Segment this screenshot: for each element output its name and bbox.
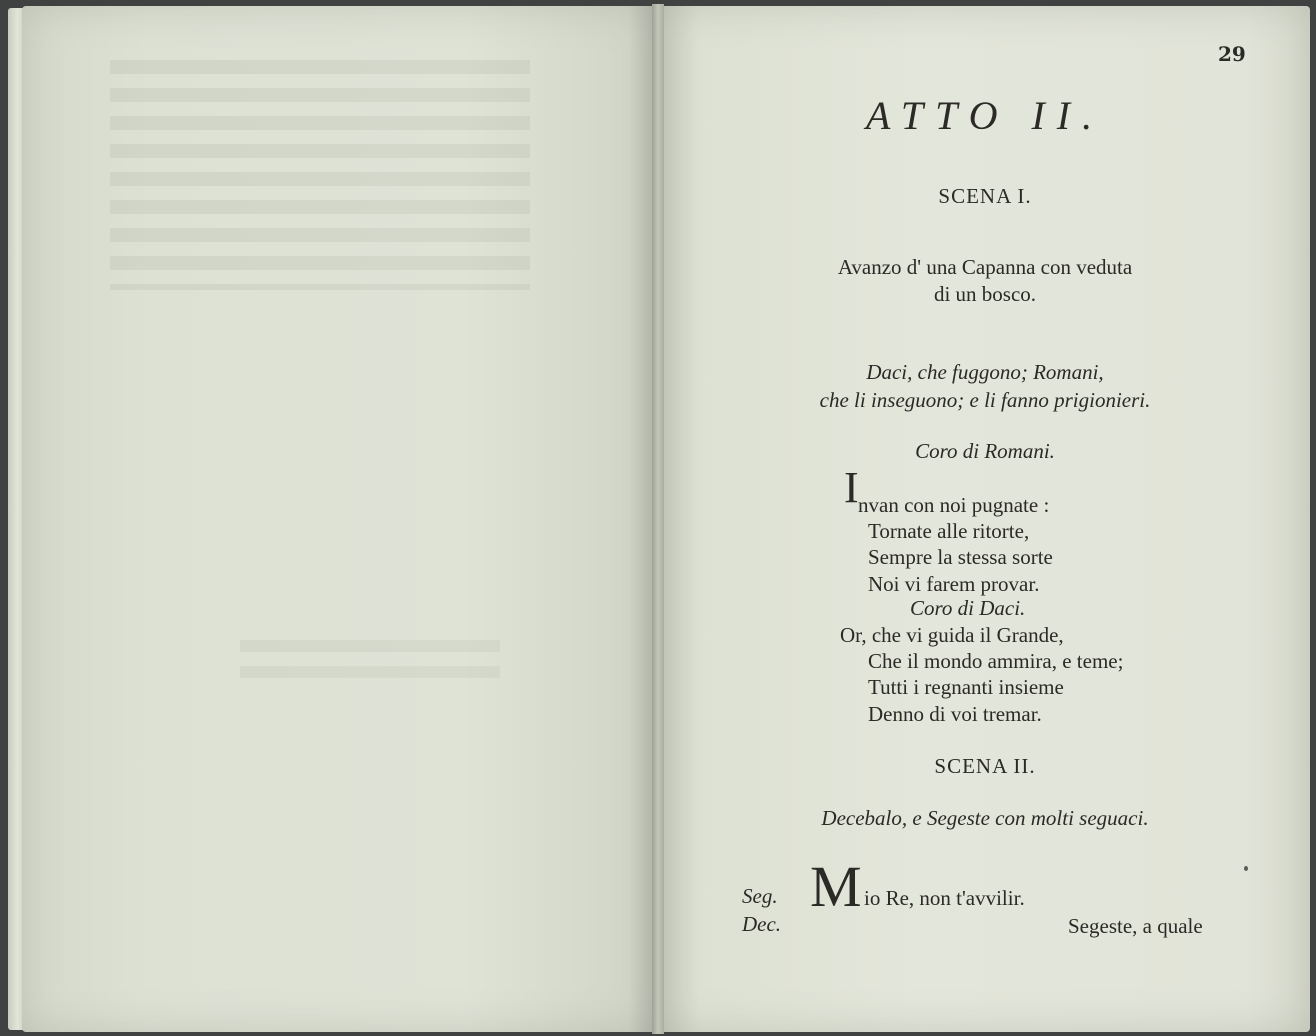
dialogue-line: Segeste, a quale xyxy=(1068,914,1203,938)
chorus-romani-verse xyxy=(858,492,1049,518)
verse-line: Or, che vi guida il Grande, xyxy=(840,623,1064,647)
dialogue-line: io Re, non t'avvilir. xyxy=(864,886,1025,910)
scene-2-dropcap: M xyxy=(810,854,862,919)
verse-line: nvan con noi pugnate : xyxy=(858,493,1050,517)
verse-line: Che il mondo ammira, e teme; xyxy=(868,649,1124,673)
speaker-decebalo: Dec. xyxy=(742,912,782,936)
chorus-romani-title: Coro di Romani. xyxy=(915,439,1055,463)
verse-line: Denno di voi tremar. xyxy=(868,701,1042,726)
chorus-daci-verse xyxy=(840,622,1064,648)
act-title: ATTO II. xyxy=(865,93,1105,138)
verse-line: Tutti i regnanti insieme xyxy=(868,675,1064,700)
scene-2-title: SCENA II. xyxy=(934,754,1036,778)
verse-line: Tornate alle ritorte, xyxy=(868,519,1030,543)
speaker-segeste: Seg. xyxy=(742,884,778,908)
scene-1-setting xyxy=(660,254,1310,308)
direction-line: Daci, che fuggono; Romani, xyxy=(866,360,1104,384)
verse-line: Sempre la stessa sorte xyxy=(868,545,1053,570)
chorus-daci-verse xyxy=(868,648,1123,727)
scene-1-title: SCENA I. xyxy=(938,184,1032,208)
page-number: 29 xyxy=(1218,42,1246,66)
scene-1-stage-direction xyxy=(660,358,1310,414)
chorus-romani-verse xyxy=(868,518,1053,597)
page-content xyxy=(660,0,1310,1036)
chorus-romani-dropcap: I xyxy=(844,463,859,512)
direction-line: che li inseguono; e li fanno prigionieri. xyxy=(819,388,1151,412)
scene-2-stage-direction: Decebalo, e Segeste con molti seguaci. xyxy=(821,806,1149,830)
setting-line: Avanzo d' una Capanna con veduta xyxy=(837,255,1133,279)
chorus-daci-title: Coro di Daci. xyxy=(910,596,1026,620)
setting-line: di un bosco. xyxy=(933,282,1037,306)
ink-speck xyxy=(1244,866,1248,871)
verse-line: Noi vi farem provar. xyxy=(868,571,1040,596)
